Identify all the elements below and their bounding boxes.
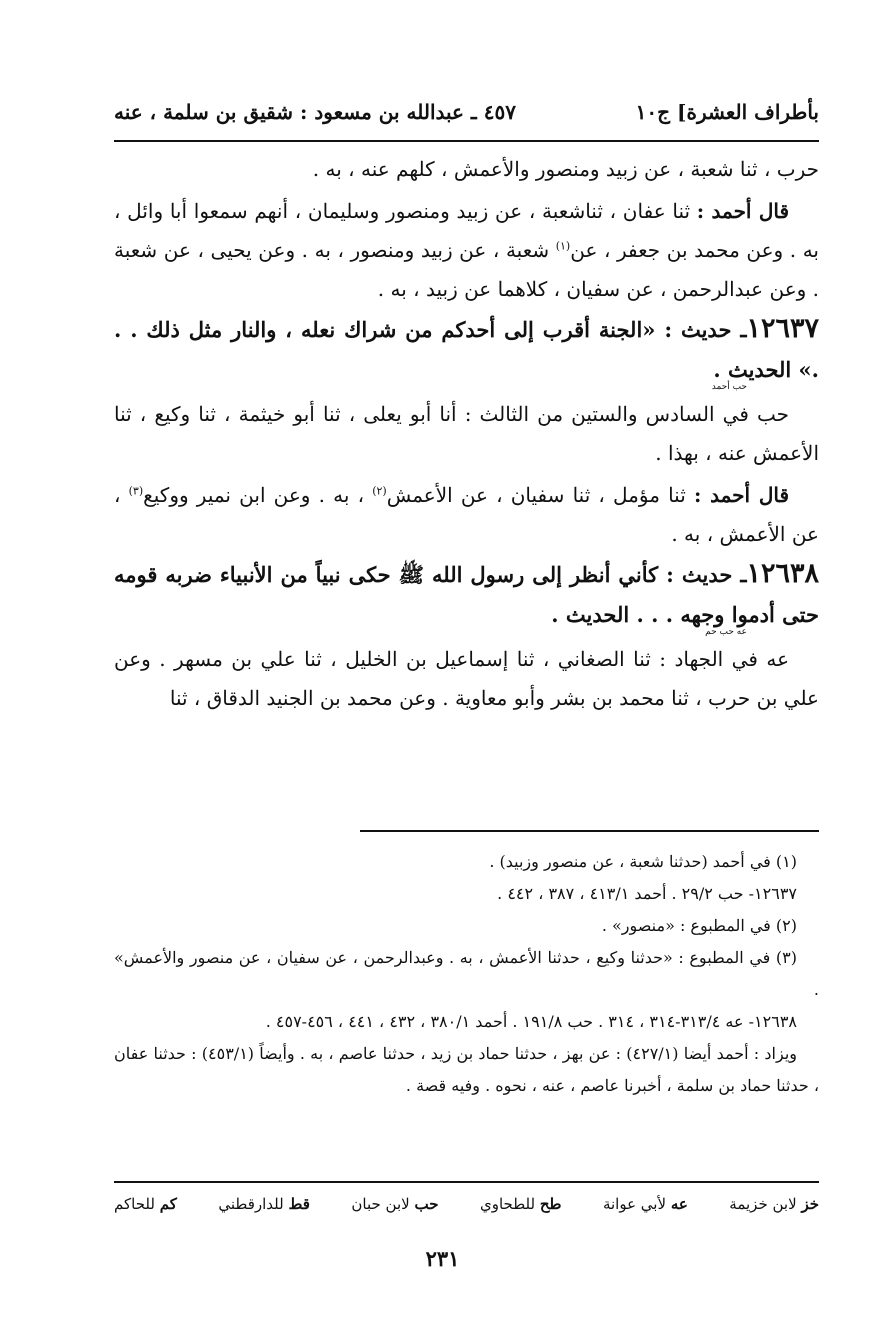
paragraph-2 bbox=[114, 192, 819, 309]
hadith-number-12638: ١٢٦٣٨ bbox=[746, 558, 819, 589]
footnote-1: (١) في أحمد (حدثنا شعبة ، عن منصور وزبيد) . bbox=[489, 852, 797, 871]
abbr-item bbox=[218, 1192, 310, 1216]
paragraph-5: عه في الجهاد : ثنا الصغاني ، ثنا إسماعيل بن الخليل ، ثنا علي بن مسهر . وعن علي بن حرب ، ثنا محمد بن بشر وأبو معاوية . وعن محمد بن الجنيد الدقاق ، ثنا bbox=[114, 647, 819, 710]
abbr-name: لابن حبان bbox=[351, 1195, 410, 1213]
footnote-3: (٣) في المطبوع : «حدثنا وكيع ، حدثنا الأعمش ، به . وعبدالرحمن ، عن سفيان ، عن منصور والأعمش» . bbox=[114, 948, 819, 999]
abbr-name: للطحاوي bbox=[479, 1195, 536, 1213]
footnote-ref-3[interactable]: (٣) bbox=[128, 484, 144, 498]
abbr-item bbox=[114, 1192, 177, 1216]
hadith-text-12638: كأني أنظر إلى رسول الله ﷺ حكى نبياً من الأنبياء ضربه قومه حتى أدموا وجهه . . . الحديث . bbox=[114, 562, 819, 627]
running-header bbox=[114, 88, 819, 124]
footnotes bbox=[114, 846, 819, 1102]
abbr-code: قط bbox=[288, 1195, 310, 1213]
abbr-name: لابن خزيمة bbox=[729, 1195, 797, 1213]
page-number: ٢٣١ bbox=[425, 1246, 460, 1271]
paragraph-1: حرب ، ثنا شعبة ، عن زبيد ومنصور والأعمش ، كلهم عنه ، به . bbox=[312, 157, 819, 181]
paragraph-2-lead: قال أحمد : bbox=[696, 199, 790, 223]
paragraph-4-lead: قال أحمد : bbox=[693, 483, 790, 507]
hadith-number-12637: ١٢٦٣٧ bbox=[746, 313, 819, 344]
abbr-name: للحاكم bbox=[114, 1195, 155, 1213]
footnote-ref-2[interactable]: (٢) bbox=[372, 484, 387, 498]
abbr-item bbox=[603, 1192, 688, 1216]
paragraph-4-text-1: ثنا مؤمل ، ثنا سفيان ، عن الأعمش bbox=[386, 483, 694, 507]
abbr-name: لأبي عوانة bbox=[602, 1195, 667, 1213]
paragraph-4-text-2: ، به . وعن ابن نمير ووكيع bbox=[143, 483, 373, 507]
abbr-code: عه bbox=[670, 1195, 688, 1213]
abbr-code: خز bbox=[801, 1195, 819, 1213]
header-book-title: بأطراف العشرة] ج١٠ bbox=[635, 100, 819, 124]
footnote-additions: ويزاد : أحمد أيضا (٤٢٧/١) : عن بهز ، حدثنا حماد بن زيد ، حدثنا عاصم ، به . وأيضاً (٤٥٣/١) : حدثنا عفان ، حدثنا حماد بن سلمة ، أخبرنا عاصم ، عنه ، نحوه . وفيه قصة . bbox=[114, 1044, 819, 1095]
hadith-label-12638: ـ حديث : bbox=[666, 562, 747, 587]
hadith-12637 bbox=[114, 309, 819, 392]
paragraph-2-text-1: ثنا عفان ، ثناشعبة ، عن زبيد ومنصور وسليمان ، أنهم سمعوا أبا وائل ، به . وعن محمد بن جعفر ، عن bbox=[114, 199, 819, 262]
abbr-item bbox=[480, 1192, 561, 1216]
hadith-12638 bbox=[114, 554, 819, 637]
footnote-source-12638: ١٢٦٣٨- عه ٣١٣/٤-٣١٤ ، ٣١٤ . حب ١٩١/٨ . أحمد ٣٨٠/١ ، ٤٣٢ ، ٤٤١ ، ٤٥٦-٤٥٧ . bbox=[265, 1012, 797, 1031]
abbr-item bbox=[351, 1192, 438, 1216]
abbr-code: طح bbox=[539, 1195, 562, 1213]
footnote-rule bbox=[360, 830, 819, 832]
abbreviations-key bbox=[114, 1192, 819, 1216]
abbr-code: كم bbox=[159, 1195, 177, 1213]
main-text bbox=[114, 150, 819, 718]
footnote-ref-1[interactable]: (١) bbox=[555, 239, 571, 253]
paragraph-2-text-2: شعبة ، عن زبيد ومنصور ، به . وعن يحيى ، عن شعبة . وعن عبدالرحمن ، عن سفيان ، كلاهما عن زبيد ، به . bbox=[114, 238, 819, 301]
abbr-code: حب bbox=[414, 1195, 439, 1213]
hadith-text-12637: «الجنة أقرب إلى أحدكم من شراك نعله ، والنار مثل ذلك . . .» الحديث . bbox=[114, 317, 819, 382]
header-section-title: ٤٥٧ ـ عبدالله بن مسعود : شقيق بن سلمة ، عنه bbox=[114, 100, 516, 124]
hadith-source-tags-12638: عه حب حم bbox=[705, 627, 747, 637]
abbreviations-rule bbox=[114, 1181, 819, 1183]
abbr-item bbox=[729, 1192, 819, 1216]
paragraph-3: حب في السادس والستين من الثالث : أنا أبو يعلى ، ثنا أبو خيثمة ، ثنا وكيع ، ثنا الأعمش عنه ، بهذا . bbox=[114, 402, 819, 465]
paragraph-4-text-3: ، عن الأعمش ، به . bbox=[114, 483, 819, 546]
abbr-name: للدارقطني bbox=[218, 1195, 284, 1213]
paragraph-4 bbox=[114, 476, 819, 554]
hadith-source-tags-12637: حب أحمد bbox=[711, 382, 747, 392]
footnote-source-12637: ١٢٦٣٧- حب ٢٩/٢ . أحمد ٤١٣/١ ، ٣٨٧ ، ٤٤٢ . bbox=[497, 884, 797, 903]
header-rule bbox=[114, 140, 819, 142]
hadith-label-12637: ـ حديث : bbox=[664, 317, 747, 342]
footnote-2: (٢) في المطبوع : «منصور» . bbox=[601, 916, 797, 935]
